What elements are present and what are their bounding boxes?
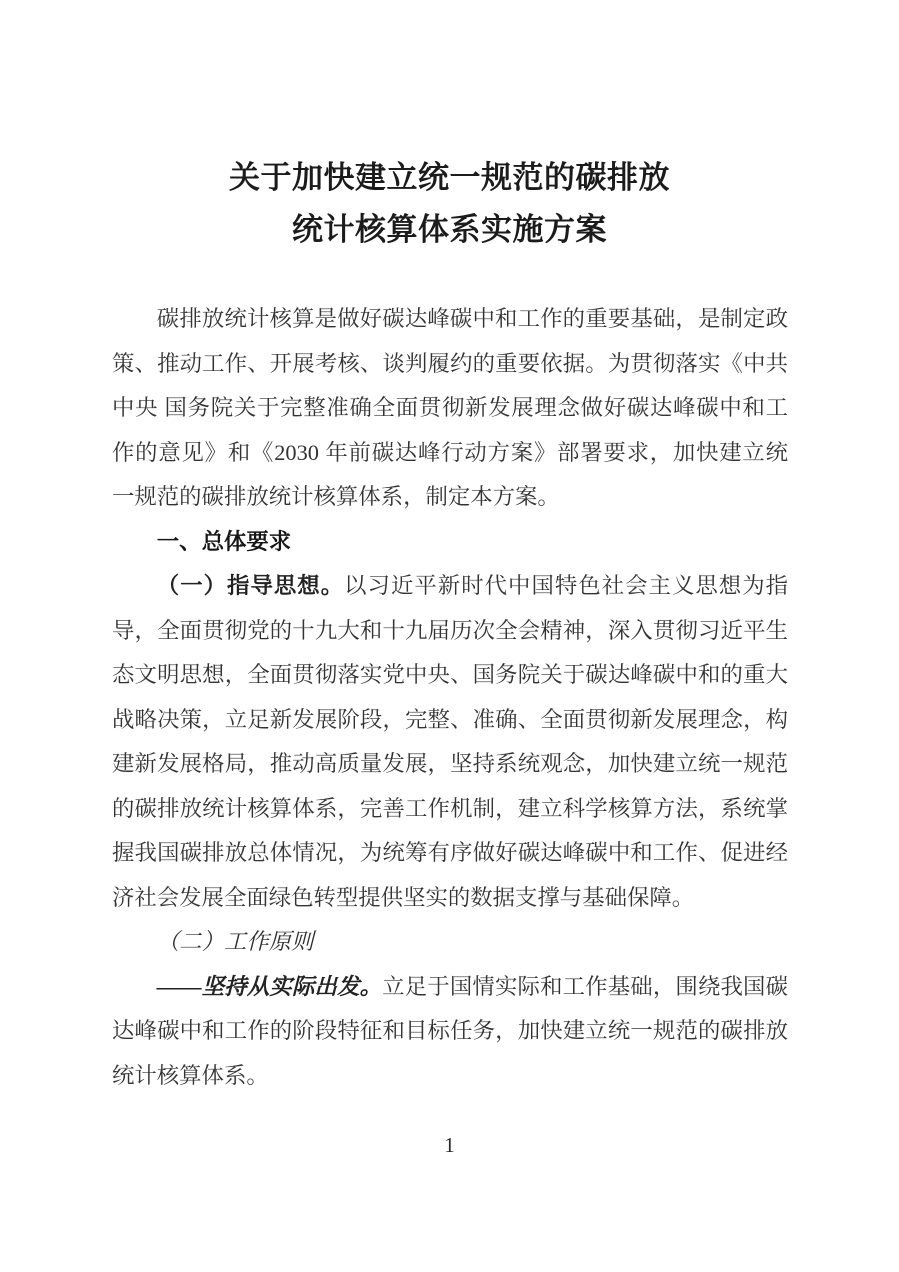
paragraph-guiding-ideology	[112, 564, 788, 920]
paragraph-principle-practical-text: 立足于国情实际和工作基础，围绕我国碳达峰碳中和工作的阶段特征和目标任务，加快建立统一规范的碳排放统计核算体系。	[112, 973, 789, 1088]
paragraph-intro: 碳排放统计核算是做好碳达峰碳中和工作的重要基础，是制定政策、推动工作、开展考核、谈判履约的重要依据。为贯彻落实《中共中央 国务院关于完整准确全面贯彻新发展理念做好碳达峰碳中和工作的意见》和《2030 年前碳达峰行动方案》部署要求，加快建立统一规范的碳排放统计核算体系，制定本方案。	[112, 306, 788, 509]
paragraph-guiding-ideology-lead: （一）指导思想。	[156, 573, 345, 598]
document-body	[112, 297, 788, 1098]
document-title	[0, 152, 899, 256]
section-heading-overall-requirements: 一、总体要求	[156, 528, 292, 554]
paragraph-guiding-ideology-text: 以习近平新时代中国特色社会主义思想为指导，全面贯彻党的十九大和十九届历次全会精神，深入贯彻习近平生态文明思想，全面贯彻落实党中央、国务院关于碳达峰碳中和的重大战略决策，立足新发展阶段，完整、准确、全面贯彻新发展理念，构建新发展格局，推动高质量发展，坚持系统观念，加快建立统一规范的碳排放统计核算体系，完善工作机制，建立科学核算方法，系统掌握我国碳排放总体情况，为统筹有序做好碳达峰碳中和工作、促进经济社会发展全面绿色转型提供坚实的数据支撑与基础保障。	[112, 573, 789, 910]
paragraph-principle-practical	[112, 965, 788, 1099]
title-line-1: 关于加快建立统一规范的碳排放	[229, 160, 670, 195]
subsection-heading-work-principles: （二）工作原则	[156, 929, 314, 954]
title-line-2: 统计核算体系实施方案	[292, 212, 607, 247]
page-number: 1	[444, 1133, 455, 1157]
paragraph-principle-practical-lead: ——坚持从实际出发。	[156, 973, 383, 999]
